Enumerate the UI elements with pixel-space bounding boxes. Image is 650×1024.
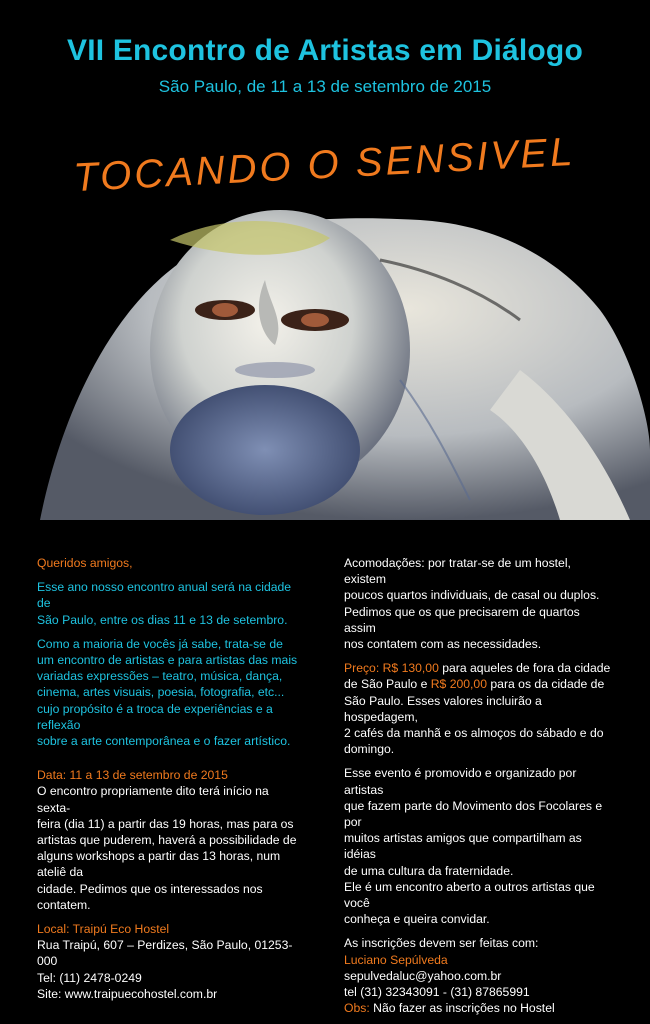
- left-column: [37, 555, 299, 1010]
- intro-paragraph: Esse ano nosso encontro anual será na cidade de São Paulo, entre os dias 11 e 13 de setembro.: [37, 580, 292, 627]
- hero-image: [0, 120, 650, 525]
- price-paragraph: Preço: R$ 130,00 para aqueles de fora da cidade de São Paulo e R$ 200,00 para os da cidade de São Paulo. Esses valores incluirão a hospedagem, 2 cafés da manhã e os almoços do sábado e do domingo.: [344, 661, 611, 757]
- accommodation-paragraph: Acomodações: por tratar-se de um hostel, existem poucos quartos individuais, de casal ou duplos. Pedimos que os que precisarem de quartos assim nos contatem com as necessidades.: [344, 556, 600, 652]
- contact-phone: tel (31) 32343091 - (31) 87865991: [344, 985, 530, 1000]
- price-value: R$ 200,00: [430, 677, 487, 692]
- date-section: Data: 11 a 13 de setembro de 2015 O encontro propriamente dito terá início na sexta- feira (dia 11) a partir das 19 horas, mas para os artistas que puderem, haverá a possibilidade de alguns workshops a partir das 13 horas, num ateliê da cidade. Pedimos que os interessados nos contatem.: [37, 767, 299, 913]
- contact-name: Luciano Sepúlveda: [344, 952, 448, 967]
- event-subtitle: São Paulo, de 11 a 13 de setembro de 2015: [158, 77, 492, 96]
- right-column: [344, 555, 614, 1024]
- contact-email-link[interactable]: sepulvedaluc@yahoo.com.br: [344, 968, 502, 983]
- price-label: Preço: R$ 130,00: [344, 661, 439, 676]
- hero-headline: TOCANDO O SENSIVEL: [72, 129, 577, 201]
- signup-section: As inscrições devem ser feitas com: Luciano Sepúlveda sepulvedaluc@yahoo.com.br tel (31) 32343091 - (31) 87865991 Obs: Não fazer as inscrições no Hostel: [344, 935, 614, 1016]
- figure-chin: [170, 385, 360, 515]
- local-section: Local: Traipú Eco Hostel Rua Traipú, 607 – Perdizes, São Paulo, 01253-000 Tel: (11) 2478-0249 Site: www.traipuecohostel.com.br: [37, 921, 299, 1002]
- date-label: Data: 11 a 13 de setembro de 2015: [37, 768, 228, 783]
- greeting: Queridos amigos,: [37, 556, 133, 570]
- local-label: Local: Traipú Eco Hostel: [37, 922, 170, 937]
- obs-label: Obs:: [344, 1001, 370, 1016]
- event-paragraph: Esse evento é promovido e organizado por artistas que fazem parte do Movimento dos Focolares e por muitos artistas amigos que compartilham as idéias de uma cultura da fraternidade. Ele é um encontro aberto a outros artistas que você conheça e queira convidar.: [344, 766, 603, 927]
- hostel-site-link[interactable]: Site: www.traipuecohostel.com.br: [37, 986, 218, 1001]
- about-paragraph: Como a maioria de vocês já sabe, trata-se de um encontro de artistas e para artistas das mais variadas expressões – teatro, música, dança, cinema, artes visuais, poesia, fotografia, etc... cujo propósito é a troca de experiências e a reflexão sobre a arte contemporânea e o fazer artístico.: [37, 636, 298, 749]
- event-title: VII Encontro de Artistas em Diálogo: [67, 34, 583, 67]
